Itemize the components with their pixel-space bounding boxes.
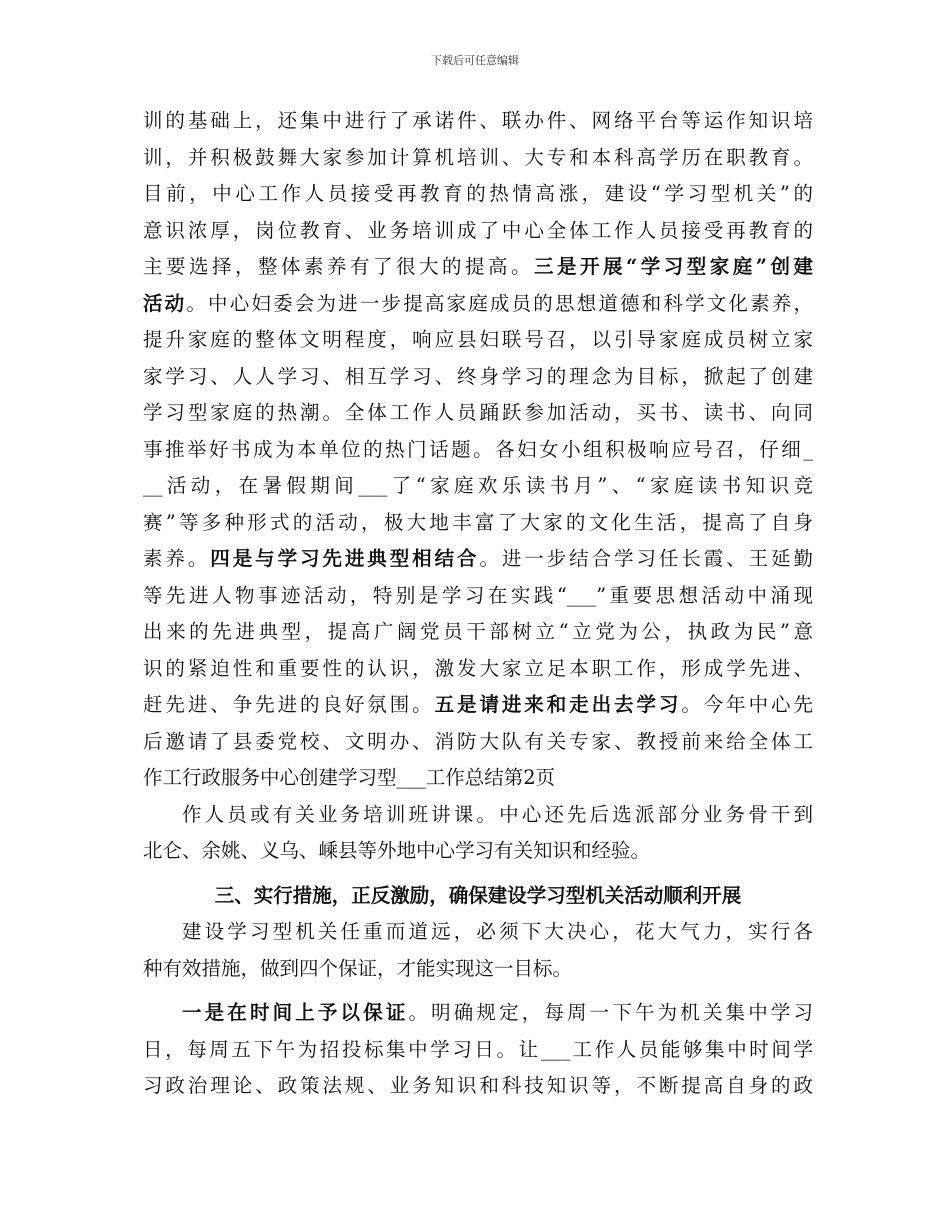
line-7: 提升家庭的整体文明程度，响应县妇联号召，以引导家庭成员树立家: [143, 328, 813, 351]
line-16: 识的紧迫性和重要性的认识，激发大家立足本职工作，形成学先进、: [143, 656, 813, 680]
line-13: 素养。四是与学习先进典型相结合。进一步结合学习任长霞、王延勤: [143, 547, 813, 570]
line-3: 目前，中心工作人员接受再教育的热情高涨，建设“学习型机关”的: [143, 182, 813, 205]
line-9: 学习型家庭的热潮。全体工作人员踊跃参加活动，买书、读书、向同: [143, 401, 813, 424]
section-heading: 三、实行措施，正反激励，确保建设学习型机关活动顺利开展: [214, 883, 742, 907]
line-10: 事推举好书成为本单位的热门话题。各妇女小组积极响应号召，仔细_: [143, 437, 813, 461]
line-23: 建设学习型机关任重而道远，必须下大决心，花大气力，实行各: [182, 920, 813, 943]
line-1: 训的基础上，还集中进行了承诺件、联办件、网络平台等运作知识培: [143, 109, 813, 132]
line-2: 训，并积极鼓舞大家参加计算机培训、大专和本科高学历在职教育。: [143, 145, 813, 169]
line-18: 后邀请了县委党校、文明办、消防大队有关专家、教授前来给全体工: [143, 729, 813, 753]
line-14: 等先进人物事迹活动，特别是学习在实践“___”重要思想活动中涌现: [143, 583, 813, 607]
line-27: 习政治理论、政策法规、业务知识和科技知识等，不断提高自身的政: [143, 1074, 813, 1097]
line-25: 一是在时间上予以保证。明确规定，每周一下午为机关集中学习: [182, 1001, 813, 1024]
page-header: 下载后可任意编辑: [431, 54, 519, 67]
line-19: 作工行政服务中心创建学习型___工作总结第2页: [143, 766, 556, 789]
line-5: 主要选择，整体素养有了很大的提高。三是开展“学习型家庭”创建: [143, 255, 813, 278]
document-body: [143, 103, 813, 1105]
line-26: 日，每周五下午为招投标集中学习日。让___工作人员能够集中时间学: [143, 1037, 813, 1061]
line-4: 意识浓厚，岗位教育、业务培训成了中心全体工作人员接受再教育的: [143, 218, 813, 242]
line-6: 活动。中心妇委会为进一步提高家庭成员的思想道德和科学文化素养，: [143, 291, 813, 315]
line-8: 家学习、人人学习、相互学习、终身学习的理念为目标，掀起了创建: [143, 364, 813, 388]
line-12: 赛”等多种形式的活动，极大地丰富了大家的文化生活，提高了自身: [143, 510, 813, 534]
line-24: 种有效措施，做到四个保证，才能实现这一目标。: [143, 956, 573, 980]
line-20: 作人员或有关业务培训班讲课。中心还先后选派部分业务骨干到: [182, 802, 813, 826]
line-21: 北仑、余姚、义乌、嵊县等外地中心学习有关知识和经验。: [143, 839, 651, 862]
line-15: 出来的先进典型，提高广阔党员干部树立“立党为公，执政为民”意: [143, 620, 813, 643]
line-11: __活动，在暑假期间___了“家庭欢乐读书月”、“家庭读书知识竞: [143, 474, 813, 497]
line-17: 赶先进、争先进的良好氛围。五是请进来和走出去学习。今年中心先: [143, 693, 813, 716]
